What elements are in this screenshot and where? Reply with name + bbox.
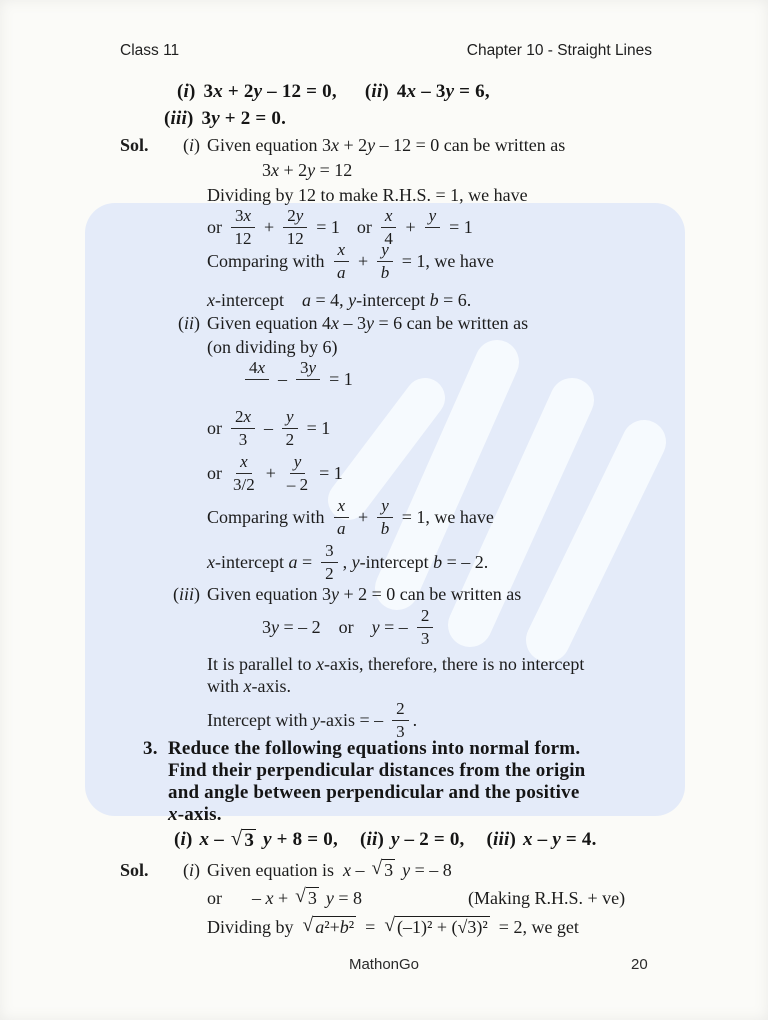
fraction [377,496,393,537]
fraction-numerator: x [381,206,397,227]
fraction-numerator: y [290,452,306,473]
fraction-numerator: y [425,206,441,227]
q3-line4 [0,803,768,827]
page-footer [0,956,768,973]
fraction [321,541,338,582]
sol2-ii-intercepts [207,540,488,584]
fraction [231,407,255,448]
sol2-iii-parallel1 [0,653,768,677]
body-text: It is parallel to x-axis, therefore, there is no intercept [207,654,585,674]
sol3-line2 [0,887,768,911]
item-marker: (ii) [177,313,200,333]
fraction-numerator: 2 [392,699,409,720]
or-word: or [356,216,372,237]
sqrt-expression [303,916,357,938]
equation: x – [199,829,224,850]
equation: 3y = – 2 or y = – [262,616,408,637]
sol2-i-comparing-line [207,240,494,282]
radicand: 3 [244,829,255,851]
sol2-ii-eq2 [207,406,330,450]
body-text: Dividing by 12 to make R.H.S. = 1, we have [207,185,528,205]
equals-sign: = [365,916,376,937]
radicand: a²+b² [315,917,355,938]
fraction-denominator: 3 [420,628,430,648]
or-word: or [207,462,222,483]
equals-one: = 1 [449,216,473,237]
equation-group [207,859,452,882]
radical-sign: √ [302,915,314,937]
equals-one: = 1 [306,417,331,438]
q2-items-line1 [177,81,490,103]
radicand: (–1)² + (√3)² [396,917,488,938]
sol2-ii-note [0,336,768,360]
page-number: 20 [631,956,648,973]
plus-sign: + [264,216,275,237]
equation: 3x + 2y – 12 = 0, [203,81,337,102]
question-text: Reduce the following equations into normal form. [168,738,581,759]
radicand: 3 [307,888,317,908]
fraction-denominator: 3 [396,721,405,741]
fraction-denominator: 2 [325,563,334,583]
minus-sign: – [264,417,274,438]
item-marker: (i) [174,829,193,850]
fraction [377,240,393,281]
equation: y + 8 = 0, [263,829,338,850]
question-text: Find their perpendicular distances from the origin [168,760,586,781]
fraction [417,606,434,647]
sol2-iii-parallel2 [0,675,768,699]
fraction-denominator [304,380,312,400]
equation: 3y + 2 = 0. [201,108,287,129]
fraction-denominator: a [337,262,346,282]
fraction-denominator [253,380,261,400]
minus-sign: – [278,368,288,389]
item-marker: (i) [177,81,196,102]
question-number: 3. [143,738,158,759]
equals-one: = 1 [316,216,340,237]
body-text: Dividing by [207,916,294,937]
fraction [282,407,298,448]
equation-group [252,887,362,910]
or-word: or [207,216,222,237]
plus-sign: + [405,216,416,237]
item-marker: (ii) [364,81,389,102]
body-text: (on dividing by 6) [207,337,338,357]
radical-sign: √ [371,858,383,879]
fraction-denominator: 3 [238,429,248,449]
fraction-denominator: 12 [286,228,304,248]
q3-items-line [174,827,597,853]
fraction-numerator: x [334,496,350,517]
body-text: x-intercept a = [207,551,313,572]
or-word: or [207,888,222,908]
body-text: , y-intercept b = – 2. [342,551,489,572]
page-header [120,42,652,60]
brand-name: MathonGo [348,956,420,973]
sol3-given-line [0,859,768,883]
fraction [231,452,257,493]
item-marker: (iii) [486,829,516,850]
fraction-numerator: 2y [283,206,307,227]
body-text: Given equation 4x – 3y = 6 can be written as [207,313,529,333]
q3-line1 [0,737,768,761]
item-marker: (iii) [172,584,200,604]
fraction-denominator: b [380,262,390,282]
equation: x – y = 4. [523,829,597,850]
fraction-numerator: 3y [296,358,320,379]
equation: 3x + 2y = 12 [262,160,353,180]
fraction-denominator: 12 [234,228,252,248]
fraction-numerator: 2x [231,407,255,428]
sqrt-expression [295,887,319,910]
q3-line2 [0,759,768,783]
fraction [392,699,409,740]
sqrt-expression [371,859,395,882]
header-class: Class 11 [120,42,180,59]
equals-one: = 1 [329,368,353,389]
equation: – x + [252,888,289,908]
item-marker: (i) [182,860,200,880]
sol-label: Sol. [120,860,149,880]
fraction-numerator: y [377,240,393,261]
question-text: x-axis. [168,804,222,825]
radical-sign: √ [295,886,306,907]
fraction-numerator: 3x [231,206,255,227]
sol2-ii-eq1 [245,358,353,400]
item-marker: (i) [182,135,200,155]
sol2-ii-eq3 [207,450,343,496]
sol3-dividing-line [207,910,579,944]
body-text: = 1, we have [401,250,494,271]
equals-one: = 1 [319,462,343,483]
item-marker: (ii) [359,829,384,850]
q2-items-line2 [164,108,286,130]
fraction-numerator: 3 [321,541,338,562]
radical-sign: √ [230,827,243,850]
body-text: = 2, we get [498,916,579,937]
item-marker: (iii) [164,108,194,129]
body-text: Comparing with [207,250,325,271]
body-text: Given equation 3y + 2 = 0 can be written as [207,584,522,604]
or-word: or [207,417,222,438]
plus-sign: + [358,250,369,271]
fraction-denominator: b [380,518,390,538]
body-text: x-intercept a = 4, y-intercept b = 6. [207,290,472,310]
sol2-i-eq-simple [0,159,768,183]
equation: y – 2 = 0, [390,829,465,850]
fraction-denominator: 4 [384,228,393,248]
fraction-denominator: – 2 [286,474,309,494]
sol2-i-given-line [0,134,768,158]
fraction-numerator: y [377,496,393,517]
body-text: Intercept with y-axis = – [207,709,384,730]
radical-sign: √ [384,915,395,937]
body-text: with x-axis. [207,676,292,696]
equation: y = 8 [325,888,362,908]
q3-line3 [0,781,768,805]
annotation: (Making R.H.S. + ve) [468,888,626,908]
sol2-ii-comparing-line [207,496,494,538]
fraction-denominator: a [337,518,346,538]
fraction [334,240,350,281]
fraction-denominator: 3/2 [233,474,255,494]
fraction [285,452,310,493]
sol2-ii-given-line [0,312,768,336]
equation: y = – 8 [402,860,452,880]
fraction [245,358,269,399]
sol2-iii-given-line [0,583,768,607]
sol2-iii-eq [262,605,433,649]
sol-label: Sol. [120,135,149,155]
sqrt-expression [231,829,256,852]
period: . [412,709,418,730]
body-text: = 1, we have [401,506,494,527]
body-text: Given equation is x – [207,860,365,880]
plus-sign: + [358,506,369,527]
fraction-numerator: x [236,452,252,473]
fraction-numerator: 4x [245,358,269,379]
sqrt-expression [384,916,489,938]
fraction [334,496,350,537]
sol2-i-intercepts [0,289,768,313]
body-text: Comparing with [207,506,325,527]
body-text: Given equation 3x + 2y – 12 = 0 can be written as [207,135,566,155]
fraction-numerator: 2 [417,606,434,627]
fraction-numerator: x [334,240,350,261]
header-chapter: Chapter 10 - Straight Lines [466,42,652,59]
question-text: and angle between perpendicular and the positive [168,782,580,803]
fraction [296,358,320,399]
fraction-numerator: y [282,407,298,428]
plus-sign: + [265,462,276,483]
radicand: 3 [384,860,394,880]
fraction-denominator: 2 [285,429,295,449]
equation: 4x – 3y = 6, [396,81,490,102]
